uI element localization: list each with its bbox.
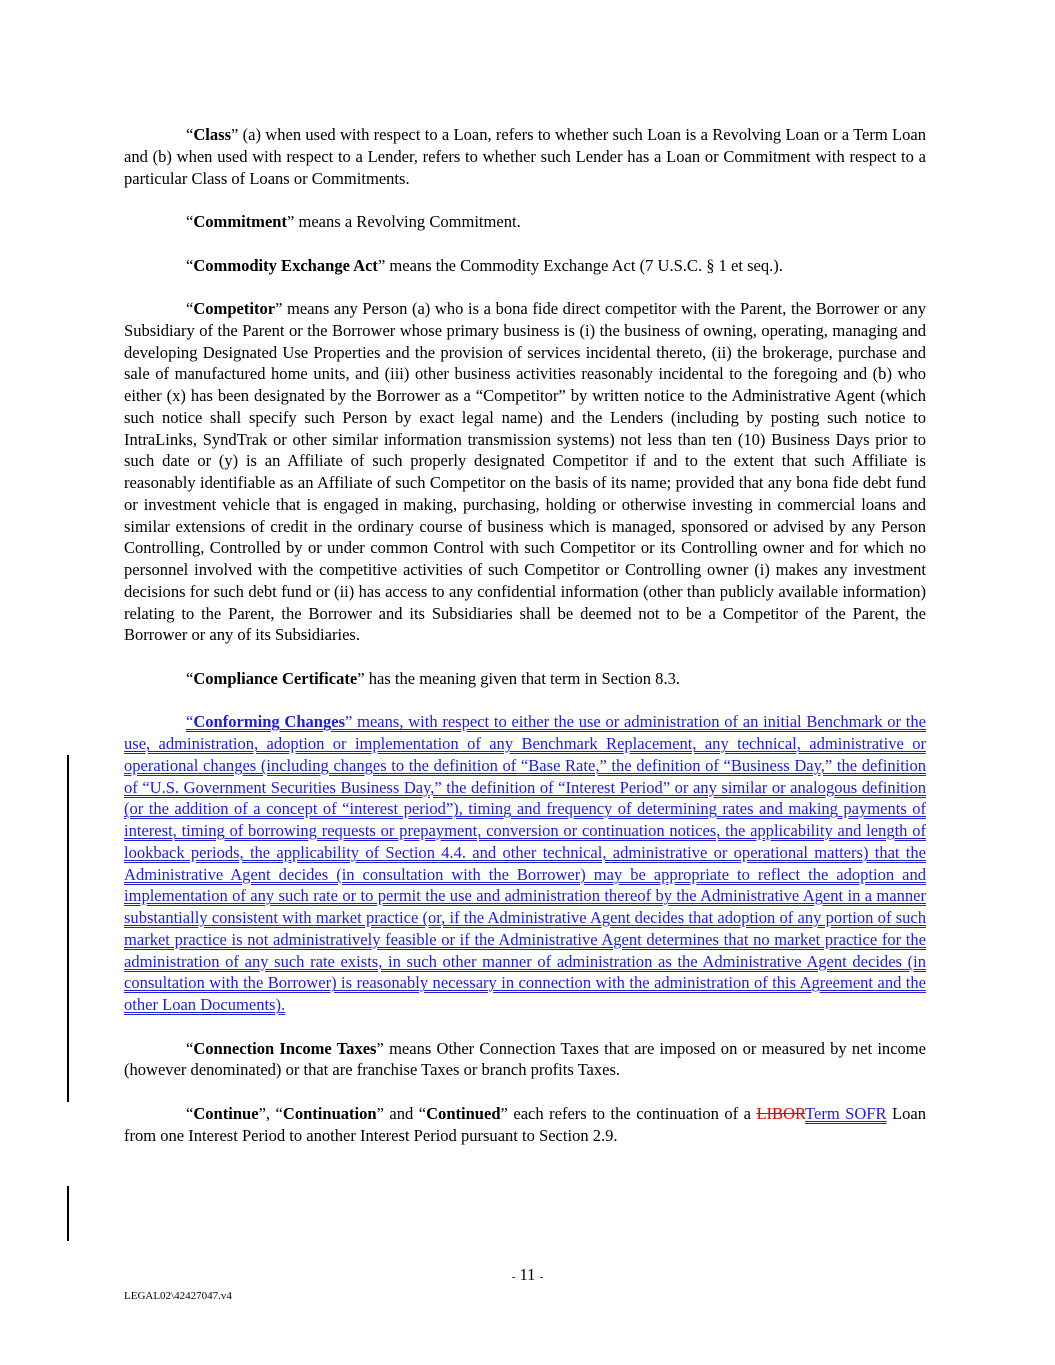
quote: “: [186, 125, 194, 144]
page-number-value: 11: [519, 1265, 536, 1284]
definition-text: ” each refers to the continuation of a: [500, 1103, 757, 1123]
defined-term: Compliance Certificate: [193, 668, 358, 688]
defined-term: Conforming Changes: [193, 712, 346, 732]
dash: -: [539, 1271, 544, 1283]
change-bar: [67, 755, 69, 1102]
quote: “: [186, 1103, 194, 1123]
document-body: [124, 124, 926, 1168]
definition-text: Loan from one Interest Period to another Interest Period pursuant to Section 2.9.: [124, 1103, 926, 1145]
quote: “: [186, 1038, 194, 1058]
quote: “: [186, 255, 194, 275]
defined-term: Connection Income Taxes: [193, 1038, 377, 1058]
definition-continue: [124, 1103, 926, 1147]
defined-term: Continued: [426, 1103, 501, 1123]
dash: -: [511, 1271, 516, 1283]
document-id: LEGAL02\42427047.v4: [124, 1290, 232, 1302]
page-number: [0, 1265, 1055, 1285]
definition-commodity-exchange-act: [124, 255, 926, 277]
definition-class: [124, 124, 926, 189]
definition-text: ” means, with respect to either the use or administration of an initial Benchmark or the use, administration, adoption or implementation of any Benchmark Replacement, any technical, administrative or operational changes (including changes to the definition of “Base Rate,” the definition of “Business Day,” the definition of “U.S. Government Securities Business Day,” the definition of “Interest Period” or any similar or analogous definition (or the addition of a concept of “interest period”), timing and frequency of determining rates and making payments of interest, timing of borrowing requests or prepayment, conversion or continuation notices, the applicability and length of lookback periods, the applicability of Section 4.4. and other technical, administrative or operational matters) that the Administrative Agent decides (in consultation with the Borrower) may be appropriate to reflect the adoption and implementation of any such rate or to permit the use and administration thereof by the Administrative Agent in a manner substantially consistent with market practice (or, if the Administrative Agent decides that adoption of any portion of such market practice is not administratively feasible or if the Administrative Agent determines that no market practice for the administration of any such rate exists, in such other manner of administration as the Administrative Agent decides (in consultation with the Borrower) is reasonably necessary in connection with the administration of this Agreement and the other Loan Documents).: [124, 712, 926, 1014]
separator: ” and “: [376, 1103, 427, 1123]
quote: “: [186, 212, 194, 231]
quote: “: [186, 668, 194, 688]
definition-text: ” means any Person (a) who is a bona fide direct competitor with the Parent, the Borrower or any Subsidiary of the Parent or the Borrower whose primary business is (i) the business of owning, operating, managing and developing Designated Use Properties and the provision of services incidental thereto, (ii) the brokerage, purchase and sale of manufactured home units, and (iii) other business activities reasonably incidental to the foregoing and (b) who either (x) has been designated by the Borrower as a “Competitor” by written notice to the Administrative Agent (which such notice shall specify such Person by exact legal name) and the Lenders (including by posting such notice to IntraLinks, SyndTrak or other similar information transmission systems) not less than ten (10) Business Days prior to such date or (y) is an Affiliate of such properly designated Competitor if and to the extent that such Affiliate is reasonably identifiable as an Affiliate of such Competitor on the basis of its name; provided that any bona fide debt fund or investment vehicle that is engaged in making, purchasing, holding or otherwise investing in commercial loans and similar extensions of credit in the ordinary course of business which is managed, sponsored or advised by any Person Controlling, Controlled by or under common Control with such Competitor or its Controlling owner and for which no personnel involved with the competitive activities of such Competitor or Controlling owner (i) makes any investment decisions for such debt fund or (ii) has access to any confidential information (other than publicly available information) relating to the Parent, the Borrower and its Subsidiaries shall be deemed not to be a Competitor of the Parent, the Borrower or any of its Subsidiaries.: [124, 299, 926, 645]
definition-text: ” means the Commodity Exchange Act (7 U.S.C. § 1 et seq.).: [377, 255, 783, 275]
defined-term: Commitment: [193, 212, 287, 231]
defined-term: Continue: [193, 1103, 259, 1123]
quote: “: [186, 299, 194, 318]
defined-term: Competitor: [193, 299, 276, 318]
definition-text: ” means Other Connection Taxes that are imposed on or measured by net income (however denominated) or that are franchise Taxes or branch profits Taxes.: [124, 1038, 926, 1080]
defined-term: Class: [193, 125, 232, 144]
quote: “: [186, 712, 194, 732]
definition-conforming-changes-inserted: [124, 711, 926, 1016]
separator: ”, “: [258, 1103, 283, 1123]
change-bar: [67, 1186, 69, 1241]
defined-term: Commodity Exchange Act: [193, 255, 378, 275]
definition-competitor: [124, 298, 926, 646]
definition-text: ” (a) when used with respect to a Loan, refers to whether such Loan is a Revolving Loan or a Term Loan and (b) when used with respect to a Lender, refers to whether such Lender has a Loan or Commitment with respect to a particular Class of Loans or Commitments.: [124, 125, 926, 188]
definition-connection-income-taxes: [124, 1038, 926, 1082]
definition-commitment: [124, 211, 926, 233]
defined-term: Continuation: [282, 1103, 377, 1123]
inserted-text: Term SOFR: [805, 1103, 887, 1123]
definition-text: ” means a Revolving Commitment.: [287, 212, 521, 231]
definition-text: ” has the meaning given that term in Section 8.3.: [357, 668, 680, 688]
deleted-text: LIBOR: [756, 1103, 806, 1123]
definition-compliance-certificate: [124, 668, 926, 690]
